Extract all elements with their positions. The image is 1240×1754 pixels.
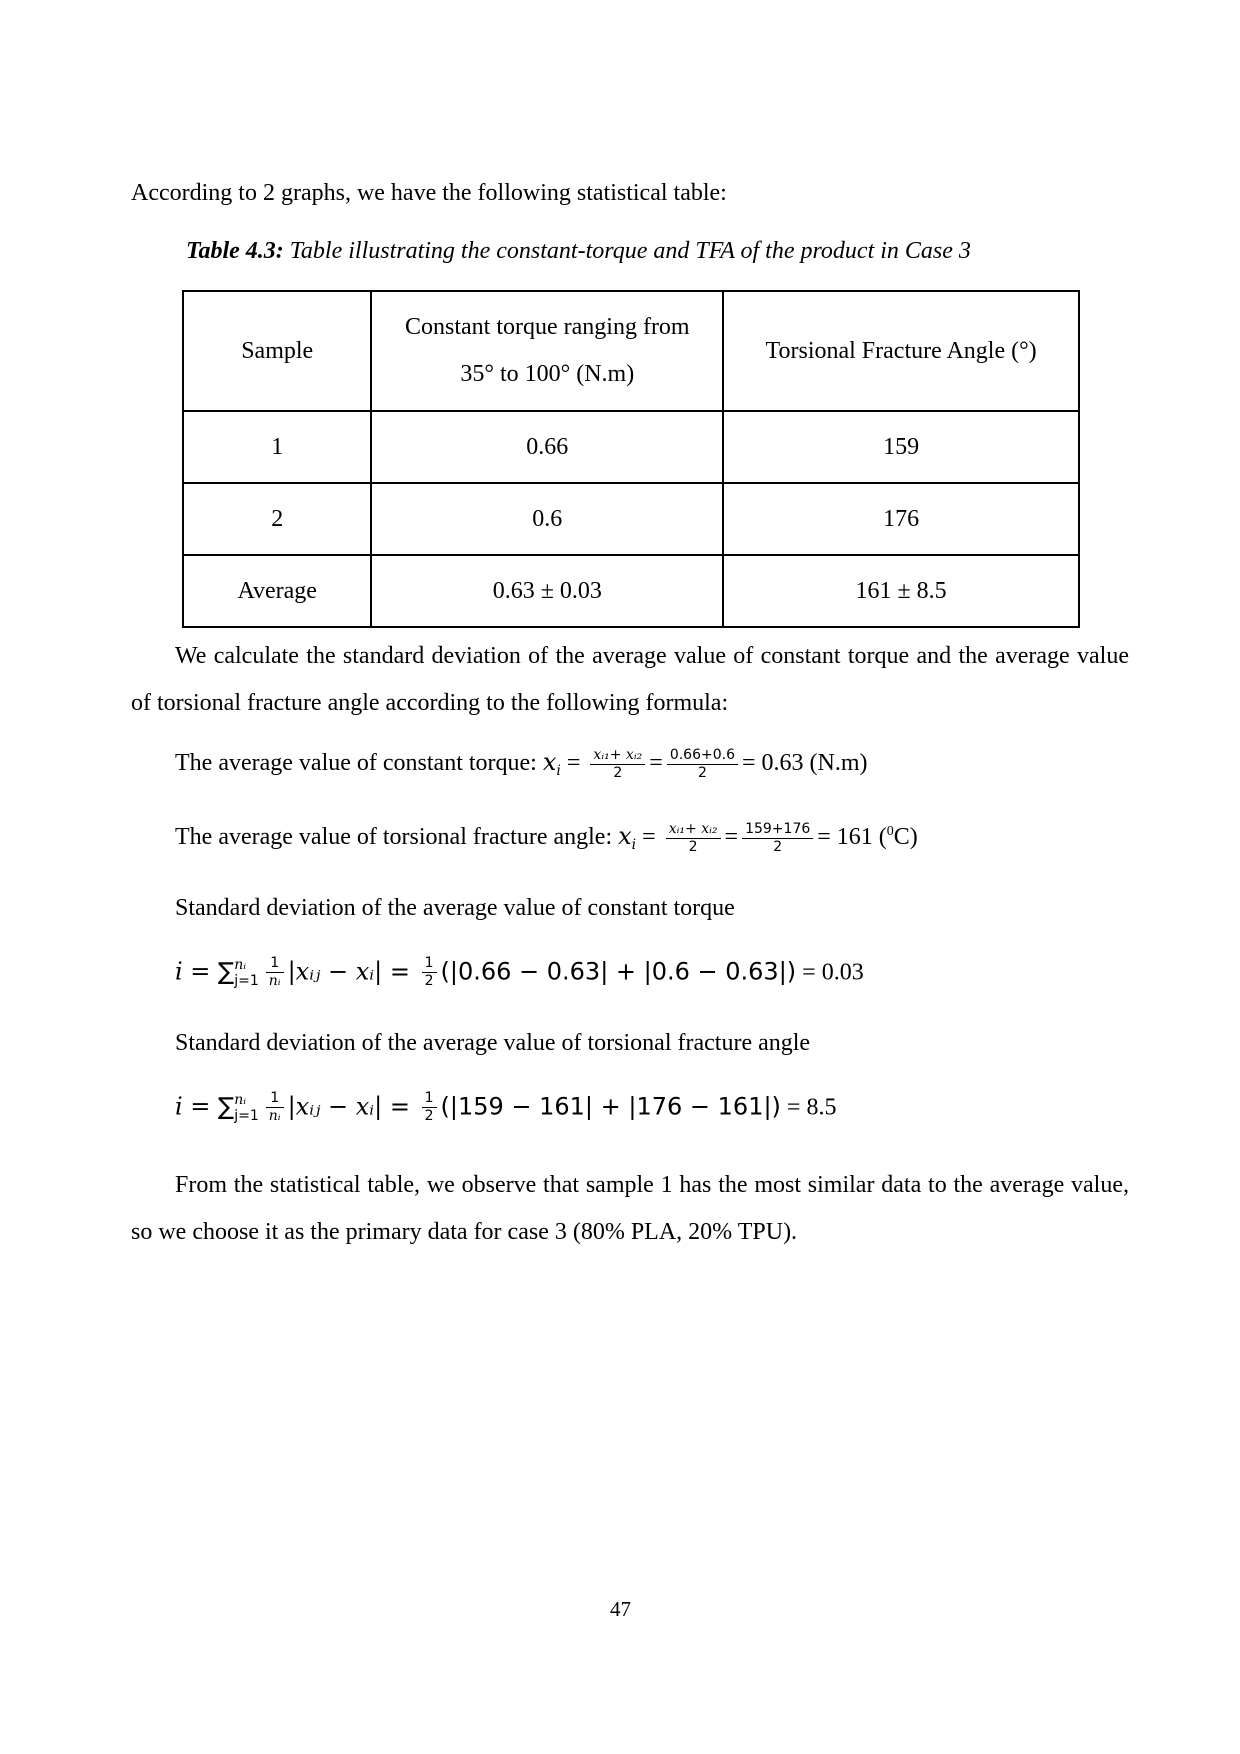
eq-torque-var: x <box>542 748 557 777</box>
equation-sd-torque <box>175 955 864 990</box>
equation-average-torque: The average value of constant torque: $x_i$ = $\frac{\text{xᵢ₁+ xᵢ₂}}{2}$ = $\frac{0.66+0.6}{2}$ = 0.63 (N.m) <box>175 747 868 781</box>
cell-sample: Average <box>183 555 371 627</box>
sd-torque-half-den: 2 <box>424 973 434 989</box>
page-number: 47 <box>610 1597 631 1621</box>
statistics-table <box>182 290 1080 628</box>
paragraph-formula-intro <box>131 633 1129 727</box>
header-sample: Sample <box>183 291 371 411</box>
sd-angle-label: Standard deviation of the average value of torsional fracture angle <box>175 1030 811 1056</box>
eq-angle-frac1-den: 2 <box>688 839 698 855</box>
eq-angle-frac1 <box>666 821 721 856</box>
header-constant-torque <box>371 291 723 411</box>
eq-angle-result-unit: C) <box>893 824 918 851</box>
header-constant-torque-line2: 35° to 100° (N.m) <box>460 361 635 387</box>
sd-angle-half <box>422 1090 437 1125</box>
paragraph-conclusion-text: From the statistical table, we observe that sample 1 has the most similar data to the average value, so we choose it as the primary data for case 3 (80% PLA, 20% TPU). <box>131 1172 1129 1245</box>
sd-angle-frac-den: nᵢ <box>268 1108 281 1124</box>
eq-torque-var-sub: i <box>556 763 561 780</box>
eq-torque-frac2 <box>667 747 738 782</box>
header-torsional-fracture-angle: Torsional Fracture Angle (°) <box>723 291 1079 411</box>
eq-torque-frac2-num: 0.66+0.6 <box>667 747 738 765</box>
sd-torque-lhs: i = <box>175 957 219 986</box>
paragraph-formula-intro-text: We calculate the standard deviation of the average value of constant torque and the average value of torsional fracture angle according to the following formula: <box>131 643 1129 716</box>
eq-angle-frac2 <box>742 821 813 856</box>
equation-sd-angle <box>175 1090 836 1125</box>
sd-angle-result: = 8.5 <box>780 1094 837 1121</box>
eq-torque-label: The average value of constant torque: <box>175 750 543 777</box>
sum-upper: nᵢ <box>234 1091 247 1108</box>
eq-torque-frac1 <box>590 747 645 782</box>
eq-angle-frac2-den: 2 <box>773 839 783 855</box>
sd-angle-abs-term: |xᵢⱼ − xᵢ| <box>287 1092 383 1121</box>
sum-symbol: ∑ <box>218 1092 235 1121</box>
table-row <box>183 483 1079 555</box>
cell-torque: 0.66 <box>371 411 723 483</box>
sd-torque-eq: = <box>382 957 418 986</box>
cell-sample: 2 <box>183 483 371 555</box>
table-caption <box>186 238 971 265</box>
intro-sentence: According to 2 graphs, we have the following statistical table: <box>131 180 727 206</box>
sum-lower: j=1 <box>234 1107 259 1124</box>
eq-angle-frac2-num: 159+176 <box>742 821 813 839</box>
sum-limits <box>234 957 259 989</box>
sd-torque-half-num: 1 <box>422 955 437 973</box>
eq-angle-label: The average value of torsional fracture angle: <box>175 824 619 851</box>
paragraph-conclusion <box>131 1162 1129 1256</box>
eq-torque-frac1-den: 2 <box>613 765 623 781</box>
sum-limits <box>234 1092 259 1124</box>
eq-angle-var: x <box>618 822 632 851</box>
table-header-row <box>183 291 1079 411</box>
eq-angle-result-sup: 0 <box>886 824 894 840</box>
sd-torque-half <box>422 955 437 990</box>
table-caption-label: Table 4.3: <box>186 238 284 264</box>
cell-sample: 1 <box>183 411 371 483</box>
sd-torque-frac <box>266 955 284 990</box>
eq-angle-result: = 161 ( <box>817 824 887 851</box>
eq-torque-frac1-num: xᵢ₁+ xᵢ₂ <box>590 747 645 765</box>
sd-angle-half-den: 2 <box>424 1108 434 1124</box>
equation-average-angle: The average value of torsional fracture angle: $x_i$ = $\frac{\text{xᵢ₁+ xᵢ₂}}{2}$ = $\frac{159+176}{2}$ = 161 ($^0$C) <box>175 821 918 855</box>
sd-torque-expr: (|0.66 − 0.63| + |0.6 − 0.63|) <box>440 957 797 986</box>
table-row <box>183 555 1079 627</box>
eq-torque-result: = 0.63 (N.m) <box>741 750 868 777</box>
eq-torque-frac2-den: 2 <box>697 765 707 781</box>
sum-upper: nᵢ <box>234 956 247 973</box>
cell-angle: 159 <box>723 411 1079 483</box>
sd-angle-lhs: i = <box>175 1092 219 1121</box>
sum-lower: j=1 <box>234 972 259 989</box>
sd-angle-eq: = <box>382 1092 418 1121</box>
sd-torque-frac-num: 1 <box>266 955 284 973</box>
sd-angle-frac <box>266 1090 284 1125</box>
sd-torque-result: = 0.03 <box>796 959 864 986</box>
cell-angle: 161 ± 8.5 <box>723 555 1079 627</box>
sd-torque-abs-term: |xᵢⱼ − xᵢ| <box>287 957 383 986</box>
table-row <box>183 411 1079 483</box>
sd-angle-half-num: 1 <box>422 1090 437 1108</box>
table-caption-text: Table illustrating the constant-torque and TFA of the product in Case 3 <box>283 238 971 264</box>
eq-angle-var-sub: i <box>631 837 637 854</box>
sd-angle-expr: (|159 − 161| + |176 − 161|) <box>440 1092 781 1121</box>
cell-torque: 0.63 ± 0.03 <box>371 555 723 627</box>
sum-symbol: ∑ <box>218 957 235 986</box>
sd-torque-label: Standard deviation of the average value of constant torque <box>175 895 735 921</box>
cell-angle: 176 <box>723 483 1079 555</box>
header-constant-torque-line1: Constant torque ranging from <box>404 314 690 340</box>
eq-torque-equals: = <box>560 750 587 777</box>
eq-angle-frac1-num: xᵢ₁+ xᵢ₂ <box>666 821 721 839</box>
sd-angle-frac-num: 1 <box>266 1090 284 1108</box>
cell-torque: 0.6 <box>371 483 723 555</box>
sd-torque-frac-den: nᵢ <box>268 973 281 989</box>
eq-angle-equals: = <box>636 824 662 851</box>
